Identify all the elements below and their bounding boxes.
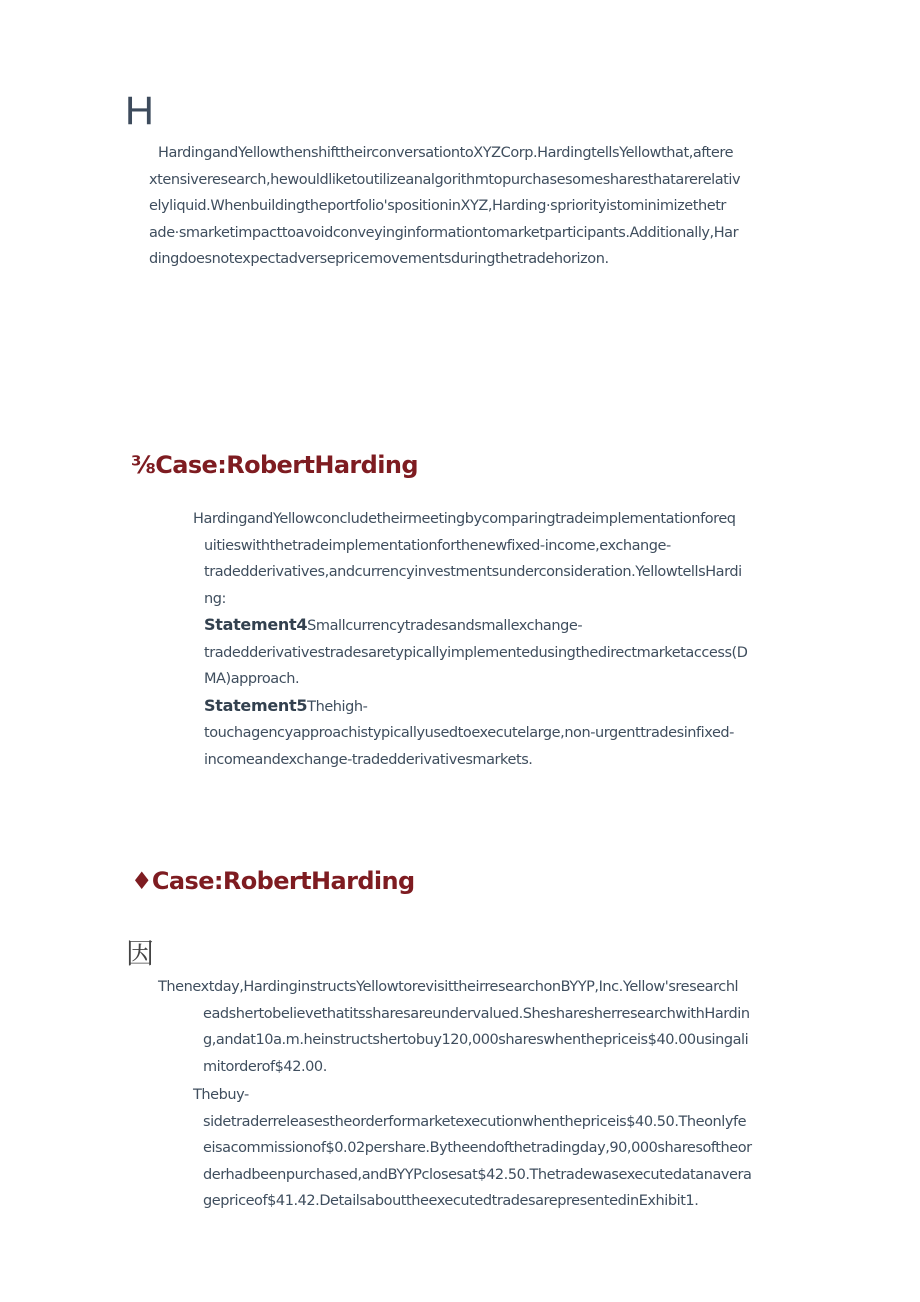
paragraph-line: g,andat10a.m.heinstructshertobuy120,000shareswhenthepriceis$40.00usingali bbox=[203, 1032, 749, 1048]
paragraph-line: tradedderivativestradesaretypicallyimplementedusingthedirectmarketaccess(D bbox=[204, 644, 748, 661]
paragraph-line: ade·smarketimpacttoavoidconveyinginformationtomarketparticipants.Additionally,Har bbox=[149, 224, 739, 241]
section-initial-letter: H bbox=[125, 89, 154, 133]
paragraph-line: Thehigh- bbox=[307, 698, 368, 715]
paragraph-line: Thebuy- bbox=[193, 1087, 249, 1103]
statement-4-label: Statement4 bbox=[204, 615, 308, 634]
paragraph-line: uitieswiththetradeimplementationforthenewfixed-income,exchange- bbox=[204, 537, 671, 554]
case-heading-2: ♦Case:RobertHarding bbox=[131, 867, 415, 895]
statement-5-label: Statement5 bbox=[204, 695, 308, 715]
paragraph-line: xtensiveresearch,hewouldliketoutilizeanalgorithmtopurchasesomesharesthatarerelativ bbox=[149, 171, 741, 188]
paragraph-line: dingdoesnotexpectadversepricemovementsduringthetradehorizon. bbox=[149, 251, 609, 267]
case-1-body bbox=[193, 506, 793, 773]
paragraph-line: HardingandYellowthenshifttheirconversationtoXYZCorp.HardingtellsYellowthat,aftere bbox=[158, 145, 734, 161]
paragraph-line: gepriceof$41.42.DetailsabouttheexecutedtradesarepresentedinExhibit1. bbox=[203, 1193, 699, 1209]
paragraph-line: MA)approach. bbox=[204, 671, 300, 687]
paragraph-line: HardingandYellowconcludetheirmeetingbycomparingtradeimplementationforeq bbox=[193, 511, 736, 527]
paragraph-line: incomeandexchange-tradedderivativesmarkets. bbox=[204, 751, 533, 768]
paragraph-line: eadshertobelievethatitssharesareundervalued.ShesharesherresearchwithHardin bbox=[203, 1005, 750, 1022]
paragraph-line: tradedderivatives,andcurrencyinvestmentsunderconsideration.YellowtellsHardi bbox=[204, 564, 742, 580]
case-heading-1: ⅜Case:RobertHarding bbox=[131, 451, 418, 479]
paragraph-line: eisacommissionof$0.02pershare.Bytheendofthetradingday,90,000sharesoftheor bbox=[203, 1140, 752, 1156]
paragraph-line: ng: bbox=[204, 590, 226, 607]
paragraph-line: Thenextday,HardinginstructsYellowtorevisittheirresearchonBYYP,Inc.Yellow'sresearchl bbox=[158, 979, 739, 995]
intro-paragraph bbox=[149, 140, 789, 273]
paragraph-line: Smallcurrencytradesandsmallexchange- bbox=[307, 618, 583, 634]
section-glyph: 因 bbox=[126, 937, 155, 970]
paragraph-line: sidetraderreleasestheorderformarketexecutionwhenthepriceis$40.50.Theonlyfe bbox=[203, 1113, 747, 1130]
paragraph-line: mitorderof$42.00. bbox=[203, 1058, 327, 1075]
paragraph-line: elyliquid.Whenbuildingtheportfolio'spositioninXYZ,Harding·spriorityistominimizethetr bbox=[149, 198, 726, 214]
case-2-paragraph-b bbox=[193, 1082, 798, 1215]
case-2-paragraph-a bbox=[158, 974, 798, 1080]
paragraph-line: derhadbeenpurchased,andBYYPclosesat$42.50.Thetradewasexecutedatanavera bbox=[203, 1166, 752, 1183]
paragraph-line: touchagencyapproachistypicallyusedtoexecutelarge,non-urgenttradesinfixed- bbox=[204, 725, 734, 741]
